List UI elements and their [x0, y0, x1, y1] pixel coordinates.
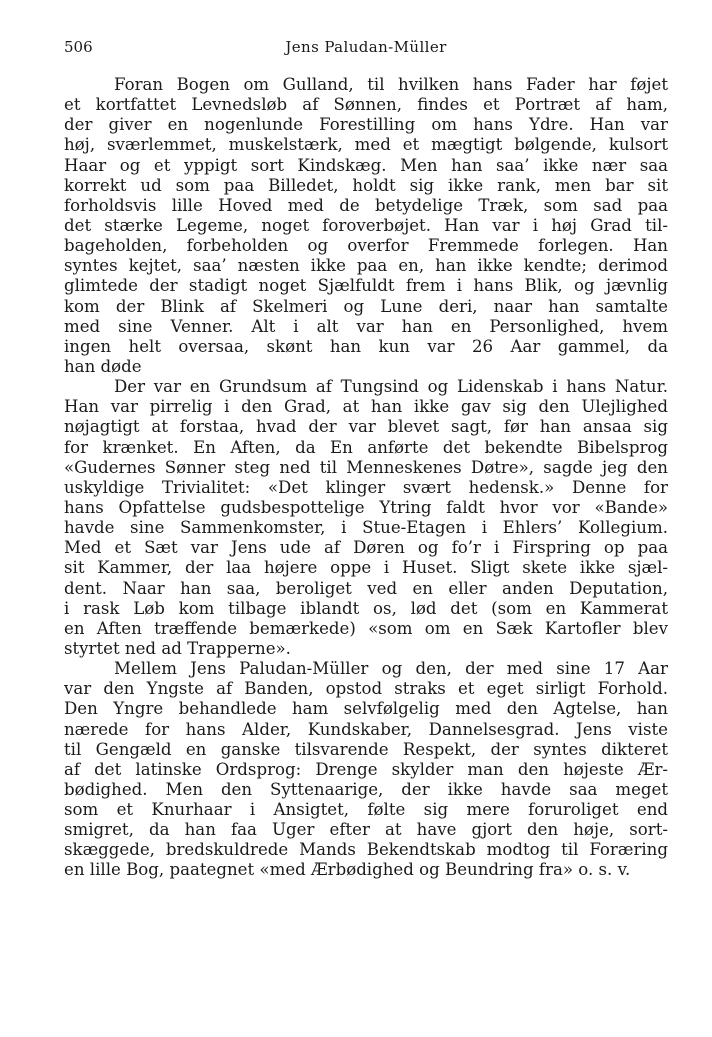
text-line: korrekt ud som paa Billedet, holdt sig ikke rank, men bar sit — [64, 175, 668, 195]
text-line: var den Yngste af Banden, opstod straks et eget sirligt Forhold. — [64, 679, 668, 699]
text-line: af det latinske Ordsprog: Drenge skylder man den højeste Ær- — [64, 759, 668, 779]
text-line: til Gengæld en ganske tilsvarende Respekt, der syntes dikteret — [64, 739, 668, 759]
text-line: han døde — [64, 356, 142, 376]
text-line: som et Knurhaar i Ansigtet, følte sig mere foruroliget end — [64, 800, 668, 820]
text-line: glimtede der stadigt noget Sjælfuldt frem i hans Blik, og jævnlig — [64, 276, 668, 296]
text-line: Den Yngre behandlede ham selvfølgelig med den Agtelse, han — [64, 699, 668, 719]
text-line: kom der Blink af Skelmeri og Lune deri, naar han samtalte — [64, 296, 668, 316]
text-line: nærede for hans Alder, Kundskaber, Dannelsesgrad. Jens viste — [64, 719, 668, 739]
text-line: hans Opfattelse gudsbespottelige Ytring faldt hvor vor «Bande» — [64, 497, 668, 517]
text-line: der giver en nogenlunde Forestilling om hans Ydre. Han var — [64, 115, 668, 135]
text-line: for krænket. En Aften, da En anførte det bekendte Bibelsprog — [64, 437, 668, 457]
text-line: med sine Venner. Alt i alt var han en Personlighed, hvem — [64, 316, 668, 336]
text-line: styrtet ned ad Trapperne». — [64, 638, 291, 658]
paragraph-2 — [64, 377, 668, 659]
text-line: Mellem Jens Paludan-Müller og den, der med sine 17 Aar — [114, 659, 668, 679]
text-line: Der var en Grundsum af Tungsind og Lidenskab i hans Natur. — [114, 377, 668, 397]
text-line: det stærke Legeme, noget foroverbøjet. Han var i høj Grad til- — [64, 215, 668, 235]
body-text — [64, 75, 668, 881]
running-title: Jens Paludan-Müller — [285, 38, 447, 56]
text-line: en lille Bog, paategnet «med Ærbødighed og Beundring fra» o. s. v. — [64, 860, 631, 880]
text-line: ingen helt oversaa, skønt han kun var 26 Aar gammel, da — [64, 336, 668, 356]
text-line: Haar og et yppigt sort Kindskæg. Men han saa’ ikke nær saa — [64, 155, 668, 175]
text-line: Med et Sæt var Jens ude af Døren og fo’r i Firspring op paa — [64, 538, 668, 558]
text-line: skæggede, bredskuldrede Mands Bekendtskab modtog til Foræring — [64, 840, 668, 860]
text-line: nøjagtigt at forstaa, hvad der var blevet sagt, før han ansaa sig — [64, 417, 668, 437]
text-line: et kortfattet Levnedsløb af Sønnen, findes et Portræt af ham, — [64, 95, 668, 115]
text-line: forholdsvis lille Hoved med de betydelige Træk, som sad paa — [64, 195, 668, 215]
paragraph-1 — [64, 75, 668, 377]
text-line: Foran Bogen om Gulland, til hvilken hans Fader har føjet — [114, 75, 668, 94]
text-line: havde sine Sammenkomster, i Stue-Etagen i Ehlers’ Kollegium. — [64, 518, 668, 538]
text-line: smigret, da han faa Uger efter at have gjort den høje, sort- — [64, 820, 668, 840]
text-line: dent. Naar han saa, beroliget ved en eller anden Deputation, — [64, 578, 668, 598]
text-line: Han var pirrelig i den Grad, at han ikke gav sig den Ulejlighed — [64, 397, 668, 417]
text-line: høj, sværlemmet, muskelstærk, med et mægtigt bølgende, kulsort — [64, 135, 668, 155]
text-line: bageholden, forbeholden og overfor Fremmede forlegen. Han — [64, 236, 668, 256]
page-header — [64, 38, 668, 60]
text-line: en Aften træffende bemærkede) «som om en Sæk Kartofler blev — [64, 618, 668, 638]
text-line: bødighed. Men den Syttenaarige, der ikke havde saa meget — [64, 779, 668, 799]
text-line: «Gudernes Sønner steg ned til Menneskenes Døtre», sagde jeg den — [64, 457, 668, 477]
text-line: sit Kammer, der laa højere oppe i Huset. Sligt skete ikke sjæl- — [64, 558, 668, 578]
page-number: 506 — [64, 38, 93, 56]
text-line: i rask Løb kom tilbage iblandt os, lød det (som en Kammerat — [64, 598, 668, 618]
text-line: syntes kejtet, saa’ næsten ikke paa en, han ikke kendte; derimod — [64, 256, 668, 276]
text-line: uskyldige Trivialitet: «Det klinger svært hedensk.» Denne for — [64, 477, 668, 497]
paragraph-3 — [64, 659, 668, 881]
